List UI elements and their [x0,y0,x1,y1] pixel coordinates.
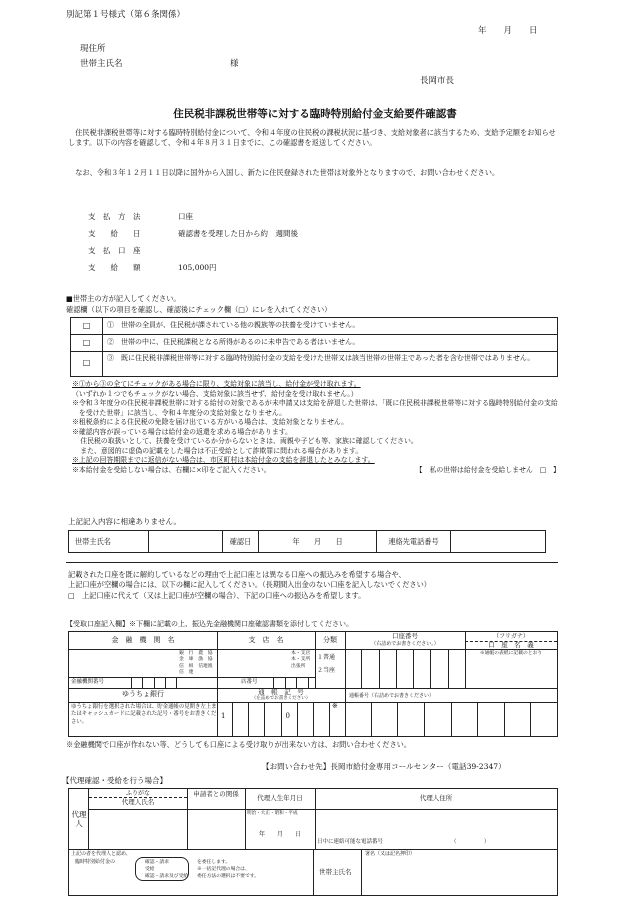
confirm-head-name-label: 世帯主氏名 [69,531,149,552]
agent-authorize-1: 上記の者を代理人と認め、 [71,851,131,857]
change-block [68,570,431,601]
check-table [70,317,558,377]
agent-option-1[interactable]: 確認・請求 [145,860,169,865]
branch-type-labels: 本・支店 本・支所 出張所 [291,651,311,669]
check-row-3 [71,352,557,376]
head-name-label: 世帯主氏名 [80,59,123,69]
decline-checkbox[interactable]: 【 私の世帯は給付金を受給しません □ 】 [415,465,560,474]
note-3: ※令和３年度分の住民税非課税世帯に対する給付の対象であるが未申請又は支給を辞退した世帯は、「既に住民税非課税世帯等に対する臨時特別給付金の支給を受けた世帯」に該当し、令和４年度分の支給対象となりません。 [72,399,558,417]
agent-furigana-label: ふりがな [125,790,150,797]
check-text-3: ③ 既に住民税非課税世帯等に対する臨時特別給付金の支給を受けた世帯又は該当世帯の世帯主であった者を含む世帯ではありません。 [107,354,535,362]
agent-sign-label: 署名（又は記名押印） [365,851,416,857]
date-line: 年 月 日 [478,26,538,36]
tsucho-label: 通 帳 記 号 [258,688,304,696]
col-furigana: （フリガナ） [493,633,529,640]
branch-code-boxes[interactable] [273,677,309,688]
note-5: ※確認内容が誤っている場合は給付金の返還を求める場合があります。 [72,427,292,436]
yucho-note: ゆうちょ銀行を選択された場合は、貯金通帳の見開き左上またはキャッシュカードに記載された記号・番号をお書きください。 [71,704,217,725]
note-4: ※租税条約による住民税の免除を届け出ている方がいる場合は、支給対象となりません。 [72,418,349,427]
note-2: （いずれか１つでもチェックがない場合、支給対象に該当せず、給付金を受け取れません。） [72,389,358,398]
agent-authorize-2: 臨時特別給付金の [75,859,116,865]
agent-delegate-text: を委任します。 ※一括記代理の場合は、 委任方法の選択は不要です。 [197,860,259,880]
payment-block [88,212,298,280]
agent-name-label: 代理人氏名 [121,798,155,806]
tsucho-note: （左詰めでお書きください） [251,696,311,701]
confirm-phone-label: 連絡先電話番号 [377,531,451,552]
sama-label: 様 [230,59,239,69]
confirm-date-label: 確認日 [223,531,259,552]
agent-address-label: 代理人住所 [419,794,453,802]
payment-date-label: 支 給 日 [88,229,141,238]
agent-era-options[interactable]: 明治・大正・昭和・平成 [247,811,298,816]
check-box-2[interactable]: □ [71,335,103,351]
col-branch: 支 店 名 [248,636,284,644]
bank-footnote: ※金融機関で口座が作れない等、どうしても口座による受け取りが出来ない方は、お問い合わせください。 [66,740,412,749]
agent-phone-input[interactable]: （ ） [451,839,490,845]
check-row-2 [71,335,557,352]
bank-heading: 【受取口座記入欄】※下欄に記載の上、振込先金融機関口座確認書類を添付してください。 [66,620,353,628]
col-holder: 口 座 名 義 [488,641,534,649]
check-text-1: ① 世帯の全員が、住民税が課されている他の親族等の扶養を受けていません。 [107,321,360,329]
check-row-1 [71,318,557,335]
address-label: 現住所 [80,44,106,54]
check-box-3[interactable]: □ [71,352,103,376]
digit-zero: 0 [285,712,290,720]
form-number: 別記第１号様式（第６条関係） [66,10,186,20]
payment-date-value: 確認書を受理した日から約 週間後 [178,229,298,238]
account-type-labels: １普通 ２当座 [317,654,336,674]
tsucho-symbol-boxes[interactable] [217,702,345,736]
branch-code-label: 店番号 [241,679,258,685]
bank-type-labels: 銀 行 農 協 金 庫 漁 協 信 組 信連漁 信 連 [179,651,213,676]
confirm-head-name-input[interactable] [149,531,223,552]
note-8: ※上記の回答期限までに返信がない場合は、市区町村は本給付金の支給を辞退したとみなします。 [72,456,375,465]
note-1: ※①から③の全てにチェックがある場合に限り、支給対象に該当し、給付金が受け取れます。 [72,380,361,388]
payment-method-label: 支 払 方 法 [88,212,141,221]
change-checkbox-line[interactable]: □ 上記口座に代えて（又は上記口座が空欄の場合）、下記の口座への振込みを希望します。 [68,590,366,600]
intro-paragraph-1: 住民税非課税世帯等に対する臨時特別給付金について、令和４年度の住民税の課税状況に基づき、支給対象者に該当するため、支給予定額をお知らせします。以下の内容を確認して、令和４年８月３１日までに、この確認書を返送してください。 [68,128,556,148]
confirm-row [68,530,546,553]
note-6: 住民税の取扱いとして、扶養を受けているか分からないときは、両親や子ども等、家族に確認してください。 [80,437,418,446]
section1-instruction: 確認欄（以下の項目を確認し、確認後にチェック欄（□）にレを入れてください） [66,305,332,314]
col-bank: 金 融 機 関 名 [111,636,175,644]
agent-options[interactable] [145,859,188,881]
agent-table [68,788,558,896]
intro-paragraph-2: なお、令和３年１２月１１日以降に国外から入国し、新たに住民登録された世帯は対象外となりますので、お問い合わせください。 [75,168,500,177]
agent-option-3[interactable]: 確認・請求及び受給 [145,874,189,880]
note-7: また、意図的に虚偽の記載をした場合は不正受給として詐欺罪に問われる場合があります。 [80,446,363,455]
agent-relation-label: 申請者との関係 [193,790,239,798]
tsucho-number-boxes[interactable] [345,702,557,736]
col-account: 口座番号 [392,632,418,640]
yucho-label: ゆうちょ銀行 [122,690,164,698]
agent-birth-value[interactable]: 年 月 日 [258,831,301,838]
tsucho-number-label: 通帳番号（右詰めでお書きください） [349,693,435,699]
divider-line [66,562,558,563]
section1-notes [72,380,562,475]
agent-side-label: 代理人 [71,810,87,828]
contact-line: 【お問い合わせ先】長岡市給付金専用コールセンター（電話39-2347） [262,762,506,771]
digit-one: 1 [221,712,226,720]
agent-phone-label: 日中に連絡可能な電話番号 [317,839,384,845]
payment-account-label: 支 払 口 座 [88,246,141,255]
bank-table [68,631,558,737]
agent-heading: 【代理確認・受給を行う場合】 [62,776,167,785]
document-title: 住民税非課税世帯等に対する臨時特別給付金支給要件確認書 [173,108,457,120]
bank-code-label: 金融機関番号 [71,679,105,685]
col-type: 分類 [323,636,337,644]
payment-method-value: 口座 [178,212,193,221]
star-mark: ※ [331,702,338,710]
payment-amount-value: 105,000円 [178,263,217,272]
decline-note: ※本給付金を受給しない場合は、右欄に×印をご記入ください。 [72,465,271,474]
col-holder-note: ※通帳の表紙に記載のとおり [479,651,543,656]
mayor-label: 長岡市長 [420,76,455,86]
confirm-phone-input[interactable] [451,531,545,552]
payment-amount-label: 支 給 額 [88,263,141,272]
col-account-note: （右詰めでお書きください。） [371,641,439,647]
bank-code-boxes[interactable] [131,677,177,688]
change-text-1: 記載された口座を既に解約しているなどの理由で上記口座とは異なる口座への振込みを希望する場合や、 [68,570,406,579]
agent-option-2[interactable]: 受給 [145,867,155,873]
confirm-date-value[interactable]: 年 月 日 [259,531,377,552]
change-text-2: 上記口座が空欄の場合には、以下の欄に記入してください。（長期間入出金のない口座を記入しないでください） [68,580,431,590]
section1-heading: ■世帯主の方が記入してください。 [66,294,181,303]
agent-head-name-label: 世帯主氏名 [319,868,352,876]
agent-birth-label: 代理人生年月日 [257,794,303,802]
account-number-boxes[interactable] [345,649,465,688]
check-box-1[interactable]: □ [71,318,103,334]
no-error-statement: 上記記入内容に相違ありません。 [68,517,181,526]
check-text-2: ② 世帯の中に、住民税課税となる所得があるのに未申告である者はいません。 [107,338,360,346]
